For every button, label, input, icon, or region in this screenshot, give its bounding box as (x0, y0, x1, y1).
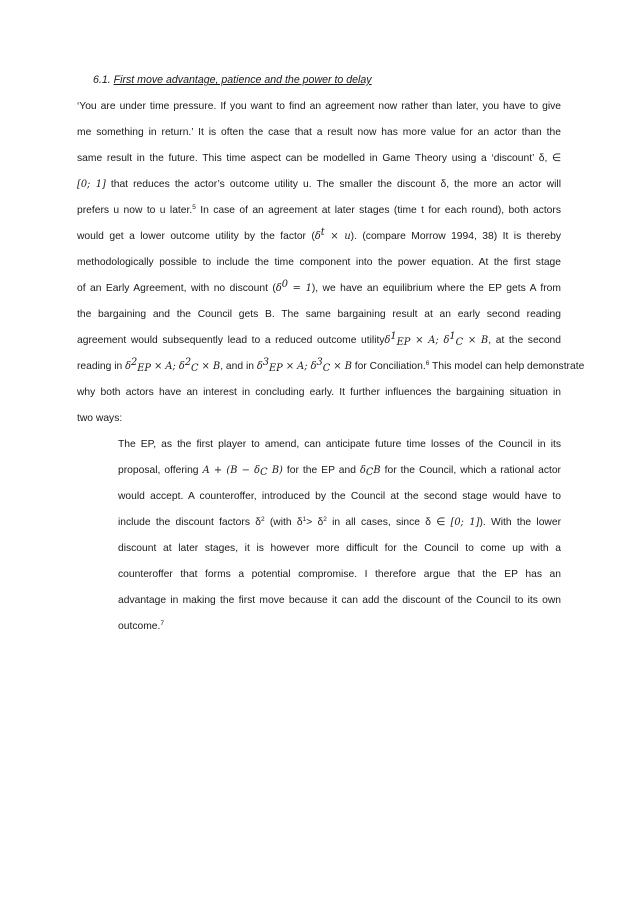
body-line-13: two ways: (77, 413, 123, 424)
body-line-3: same result in the future. This time aspect can be modelled in Game Theory using a ‘discount’ δ, ∈ (77, 153, 561, 164)
indent-line-1: The EP, as the first player to amend, can anticipate future time losses of the Council in its (118, 439, 561, 450)
indent-line-7: advantage in making the first move because it can add the discount of the Council to its own (118, 595, 561, 606)
body-line-9: the bargaining and the Council gets B. The same bargaining result at an early second reading (77, 309, 561, 320)
section-title: First move advantage, patience and the power to delay (113, 74, 372, 86)
body-line-6: would get a lower outcome utility by the factor $(\delta^t \times u)$. (compare Morrow 1994, 38) It is thereby (77, 227, 562, 242)
body-line-10: agreement would subsequently lead to a reduced outcome utilityδ$^1_{EP}$ × A; $\delta^1_C \times B$, at the second (77, 331, 562, 348)
indent-line-5: discount at later stages, it is however more difficult for the Council to come up with a (118, 543, 561, 554)
body-line-11: reading in $\delta^2_{EP} \times A$; $\delta^2_C \times B$, and in $\delta^3_{EP} \times A$; $\delta^3_C \times B$ for Conciliation.$^6$ This model can help demonstrate (77, 357, 585, 374)
math-interval: [0; 1] (77, 179, 106, 190)
body-line-8: of an Early Agreement, with no discount $(\delta^0 = 1)$, we have an equilibrium where the EP gets A from (77, 279, 561, 294)
section-heading (93, 74, 372, 86)
indent-line-4: include the discount factors $\delta^2$ (with $\delta^1> \delta^2$ in all cases, since δ ∈ [0; 1]). With the lower (118, 516, 562, 528)
footnote-ref-5: 5 (192, 204, 196, 211)
footnote-ref-7: 7 (160, 620, 164, 627)
section-number: 6.1. (93, 74, 111, 86)
body-line-1: ‘You are under time pressure. If you want to find an agreement now rather than later, you have to give (77, 101, 561, 112)
body-line-4: [0; 1] that reduces the actor’s outcome utility u. The smaller the discount δ, the more an actor will (77, 179, 561, 190)
indent-line-2: proposal, offering $A + (B - \delta_C$ B) for the EP and $\delta_CB$ for the Council, which a rational actor (118, 465, 561, 478)
body-line-12: why both actors have an interest in concluding early. It further influences the bargaining situation in (77, 387, 561, 398)
footnote-ref-6: 6 (425, 360, 430, 367)
indent-line-8: outcome.$^7$ (118, 620, 164, 632)
indent-line-3: would accept. A counteroffer, introduced by the Council at the second stage would have to (118, 491, 561, 502)
body-line-7: methodologically possible to include the time component into the power equation. At the first stage (77, 257, 561, 268)
body-line-2: me something in return.’ It is often the case that a result now has more value for an actor than the (77, 127, 561, 138)
body-line-5: prefers u now to u later.$^5$ In case of an agreement at later stages (time t for each round), both actors (77, 204, 561, 216)
indent-line-6: counteroffer that forms a potential compromise. I therefore argue that the EP has an (118, 569, 561, 580)
